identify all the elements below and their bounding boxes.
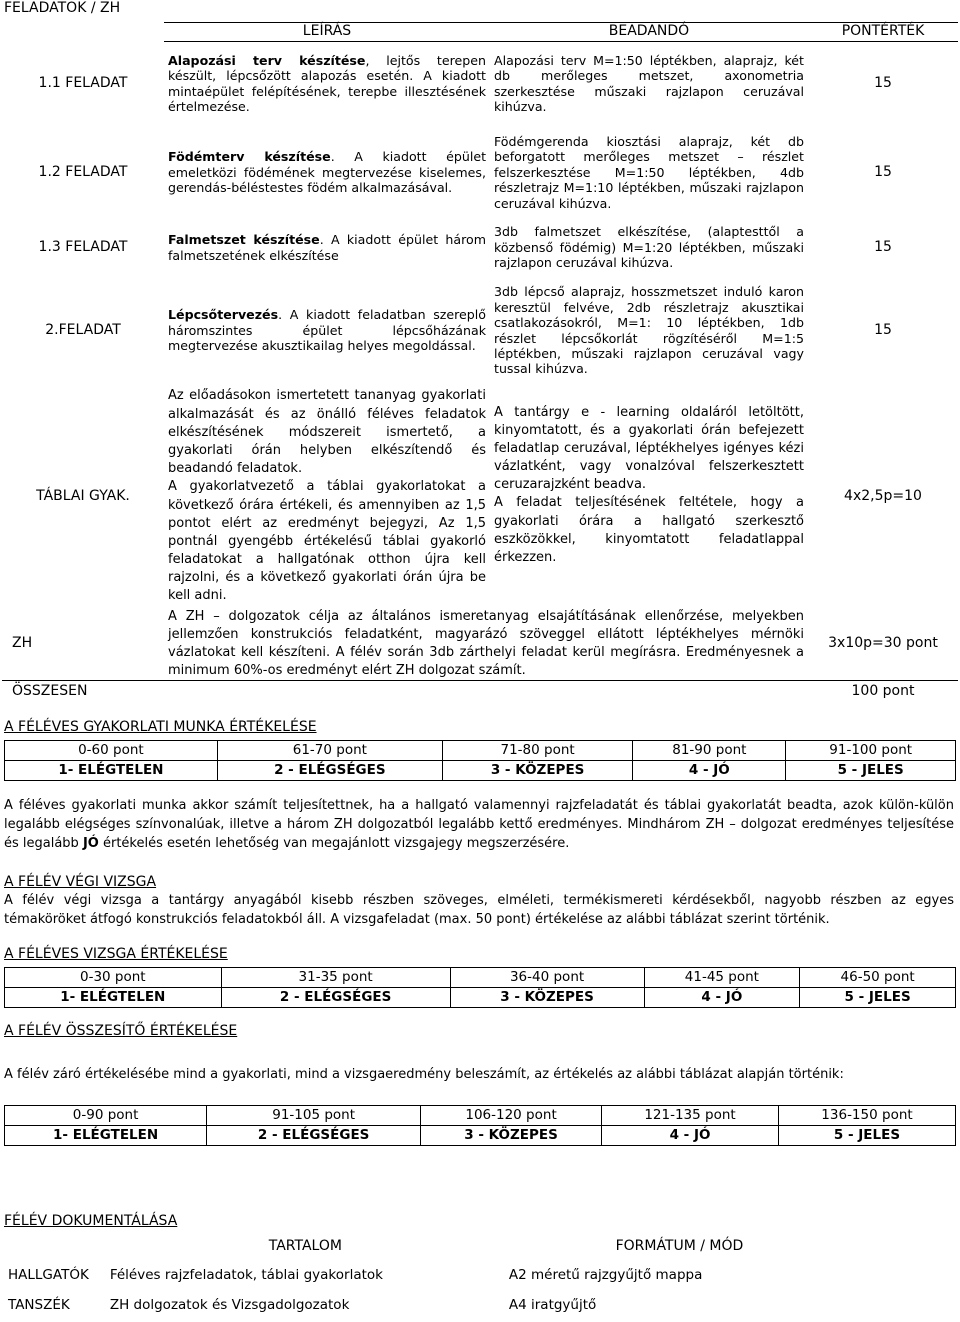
task-submit: Födémgerenda kiosztási alaprajz, két db beforgatott merőleges metszet – részlet felszerkesztése M=1:50 léptékben, 4db részletrajz M=1:10 léptékben, műszaki rajzlapon ceruzával kihúzva. (494, 134, 804, 211)
task-row (2, 386, 958, 608)
header-points: PONTÉRTÉK (808, 23, 958, 42)
grade-cell: 1- ELÉGTELEN (5, 761, 218, 781)
range-cell: 36-40 pont (450, 968, 644, 988)
task-desc: Lépcsőtervezés. A kiadott feladatban szereplő háromszintes épület lépcsőházának megtervezése akusztikailag helyes megoldással. (168, 307, 486, 354)
exam-heading: A FÉLÉV VÉGI VIZSGA (4, 874, 157, 890)
grade-cell: 1- ELÉGTELEN (5, 1126, 207, 1146)
doc-format: A2 méretű rajzgyűjtő mappa (508, 1266, 703, 1283)
range-cell: 71-80 pont (442, 741, 632, 761)
task-points: 15 (874, 321, 892, 338)
exam-eval-heading: A FÉLÉVES VIZSGA ÉRTÉKELÉSE (4, 946, 228, 962)
doc-row (4, 1290, 854, 1320)
task-points: 15 (874, 163, 892, 180)
task-row (2, 220, 958, 276)
task-label: ZH (12, 635, 33, 652)
grade-cell: 5 - JELES (800, 988, 956, 1008)
grade-ranges-row (5, 968, 956, 988)
grade-cell: 4 - JÓ (633, 761, 786, 781)
range-cell: 91-100 pont (786, 741, 956, 761)
grade-cell: 3 - KÖZEPES (442, 761, 632, 781)
task-desc: Födémterv készítése. A kiadott épület emeletközi födémének megtervezése kiselemes, gerendás-béléstestes födém alkalmazásával. (168, 149, 487, 196)
doc-format: A4 iratgyűjtő (508, 1296, 597, 1313)
task-submit: 3db falmetszet elkészítése, (alaptesttől a közbenső födémig) M=1:20 léptékben, műszaki rajzlapon ceruzával kihúzva. (494, 224, 804, 271)
exam-grade-table (4, 967, 956, 1008)
total-points: 100 pont (808, 681, 958, 703)
task-label: 1.3 FELADAT (38, 238, 128, 255)
doc-who: HALLGATÓK (8, 1266, 89, 1283)
range-cell: 106-120 pont (421, 1106, 602, 1126)
task-desc: Az előadásokon ismertetett tananyag gyakorlati alkalmazását és az önálló féléves feladatok elkészítésének módszereit ismertető, a gyakorlati órán helyben elkészítendő és beadandó feladatok. A gyakorlatvezető a táblai gyakorlatokat a következő órára értékeli, és amennyiben az 1,5 pontot elért az eredményt bejegyzi, Az 1,5 pontnál gyengébb értékelésű táblai gyakorló feladatokat a hallgatónak otthon újra kell rajzolni, és a következő gyakorlati órán újra be kell adni. (168, 388, 486, 604)
range-cell: 46-50 pont (800, 968, 956, 988)
grade-cell: 1- ELÉGTELEN (5, 988, 222, 1008)
doc-content: ZH dolgozatok és Vizsgadolgozatok (109, 1296, 350, 1313)
doc-header-content: TARTALOM (268, 1238, 342, 1255)
grade-ranges-row (5, 741, 956, 761)
grade-cell: 2 - ELÉGSÉGES (217, 761, 442, 781)
range-cell: 0-30 pont (5, 968, 222, 988)
grade-ranges-row (5, 1106, 956, 1126)
range-cell: 41-45 pont (644, 968, 800, 988)
summary-eval-heading: A FÉLÉV ÖSSZESÍTŐ ÉRTÉKELÉSE (4, 1023, 238, 1039)
grade-cell: 5 - JELES (779, 1126, 956, 1146)
grade-cell: 5 - JELES (786, 761, 956, 781)
task-submit: A tantárgy e - learning oldaláról letöltött, kinyomtatott, és a gyakorlati órán befejezett feladatlap ceruzával, léptékhelyes igényes kézi vázlatként, vagy vonalzóval felszerkesztett ceruzarajzként beadva. A feladat teljesítésének feltétele, hogy a gyakorlati órára a hallgató szerkesztő eszközökkel, kinyomtatott feladatlappal érkezzen. (494, 404, 804, 565)
grade-cell: 2 - ELÉGSÉGES (221, 988, 450, 1008)
range-cell: 91-105 pont (207, 1106, 421, 1126)
range-cell: 0-90 pont (5, 1106, 207, 1126)
documentation-table (4, 1234, 854, 1320)
task-row (2, 608, 958, 681)
header-desc: LEÍRÁS (164, 23, 490, 42)
practical-eval-heading: A FÉLÉVES GYAKORLATI MUNKA ÉRTÉKELÉSE (4, 719, 317, 735)
doc-who: TANSZÉK (8, 1296, 70, 1313)
range-cell: 136-150 pont (779, 1106, 956, 1126)
grade-labels-row (5, 761, 956, 781)
range-cell: 121-135 pont (602, 1106, 779, 1126)
doc-row (4, 1260, 854, 1290)
range-cell: 61-70 pont (217, 741, 442, 761)
header-submit: BEADANDÓ (490, 23, 808, 42)
total-row (2, 681, 958, 703)
grade-cell: 3 - KÖZEPES (421, 1126, 602, 1146)
task-desc: A ZH – dolgozatok célja az általános ismeretanyag elsajátításának ellenőrzése, melyekben jellemzően konstrukciós feladatként, magyarázó szöveggel ellátott léptékhelyes mérnöki vázlatokat kell készíteni. A félév során 3db zárthelyi feladat kerül megírásra. Eredményesnek a minimum 60%-os eredményt elért ZH dolgozat számít. (168, 608, 804, 679)
task-submit: 3db lépcső alaprajz, hosszmetszet induló karon keresztül felvéve, 2db részletrajz akusztikai csatlakozásokról, M=1: 10 léptékben, 1db részlet lépcsőkorlát rögzítéséről M=1:5 léptékben, műszaki rajzlapon ceruzával vagy tussal kihúzva. (494, 284, 804, 377)
grade-cell: 2 - ELÉGSÉGES (207, 1126, 421, 1146)
grade-labels-row (5, 1126, 956, 1146)
range-cell: 0-60 pont (5, 741, 218, 761)
task-label: 1.2 FELADAT (38, 163, 128, 180)
practical-grade-table (4, 740, 956, 781)
task-label: TÁBLAI GYAK. (36, 487, 130, 504)
doc-content: Féléves rajzfeladatok, táblai gyakorlatok (109, 1266, 383, 1283)
task-label: 2.FELADAT (45, 321, 121, 338)
exam-paragraph: A félév végi vizsga a tantárgy anyagából kisebb részben szöveges, elméleti, termékismereti kérdésekből, nagyobb részben az egyes témaköröket átfogó konstrukciós feladatokból áll. A vizsgafeladat (max. 50 pont) értékelése az alábbi táblázat szerint történik. (4, 893, 954, 927)
summary-grade-table (4, 1105, 956, 1146)
task-row (2, 42, 958, 126)
task-label: 1.1 FELADAT (38, 74, 128, 91)
range-cell: 81-90 pont (633, 741, 786, 761)
task-points: 3x10p=30 pont (828, 635, 938, 652)
task-table (2, 22, 958, 703)
task-desc: Falmetszet készítése. A kiadott épület három falmetszetének elkészítése (168, 232, 486, 263)
task-points: 4x2,5p=10 (844, 487, 922, 504)
range-cell: 31-35 pont (221, 968, 450, 988)
grade-cell: 4 - JÓ (602, 1126, 779, 1146)
grade-labels-row (5, 988, 956, 1008)
doc-header-row (4, 1234, 854, 1260)
total-label: ÖSSZESEN (2, 681, 164, 703)
task-row (2, 276, 958, 386)
practical-eval-paragraph: A féléves gyakorlati munka akkor számít teljesítettnek, ha a hallgató valamennyi rajzfeladatát és táblai gyakorlatát beadta, azok külön-külön legalább elégséges színvonalúak, illetve a három ZH dolgozatból legalább kettő eredményes. Mindhárom ZH – dolgozat eredményes teljesítése és legalább JÓ értékelés esetén lehetőség van megajánlott vizsgajegy megszerzésére. (4, 798, 954, 851)
task-desc: Alapozási terv készítése, lejtős terepen készült, lépcsőzött alapozás esetén. A kiadott mintaépület felépítésének, terepbe illesztésének értelmezése. (168, 53, 486, 115)
task-points: 15 (874, 238, 892, 255)
doc-header-format: FORMÁTUM / MÓD (615, 1238, 744, 1255)
task-row (2, 126, 958, 220)
task-submit: Alapozási terv M=1:50 léptékben, alaprajz, két db merőleges metszet, axonometria szerkesztése műszaki rajzlapon ceruzával kihúzva. (494, 53, 804, 115)
documentation-heading: FÉLÉV DOKUMENTÁLÁSA (4, 1213, 178, 1229)
summary-paragraph: A félév záró értékelésébe mind a gyakorlati, mind a vizsgaeredmény beleszámít, az értékelés az alábbi táblázat alapján történik: (4, 1067, 844, 1082)
grade-cell: 3 - KÖZEPES (450, 988, 644, 1008)
task-table-header (2, 23, 958, 42)
page-title: FELADATOK / ZH (4, 0, 121, 16)
grade-cell: 4 - JÓ (644, 988, 800, 1008)
task-points: 15 (874, 75, 892, 92)
